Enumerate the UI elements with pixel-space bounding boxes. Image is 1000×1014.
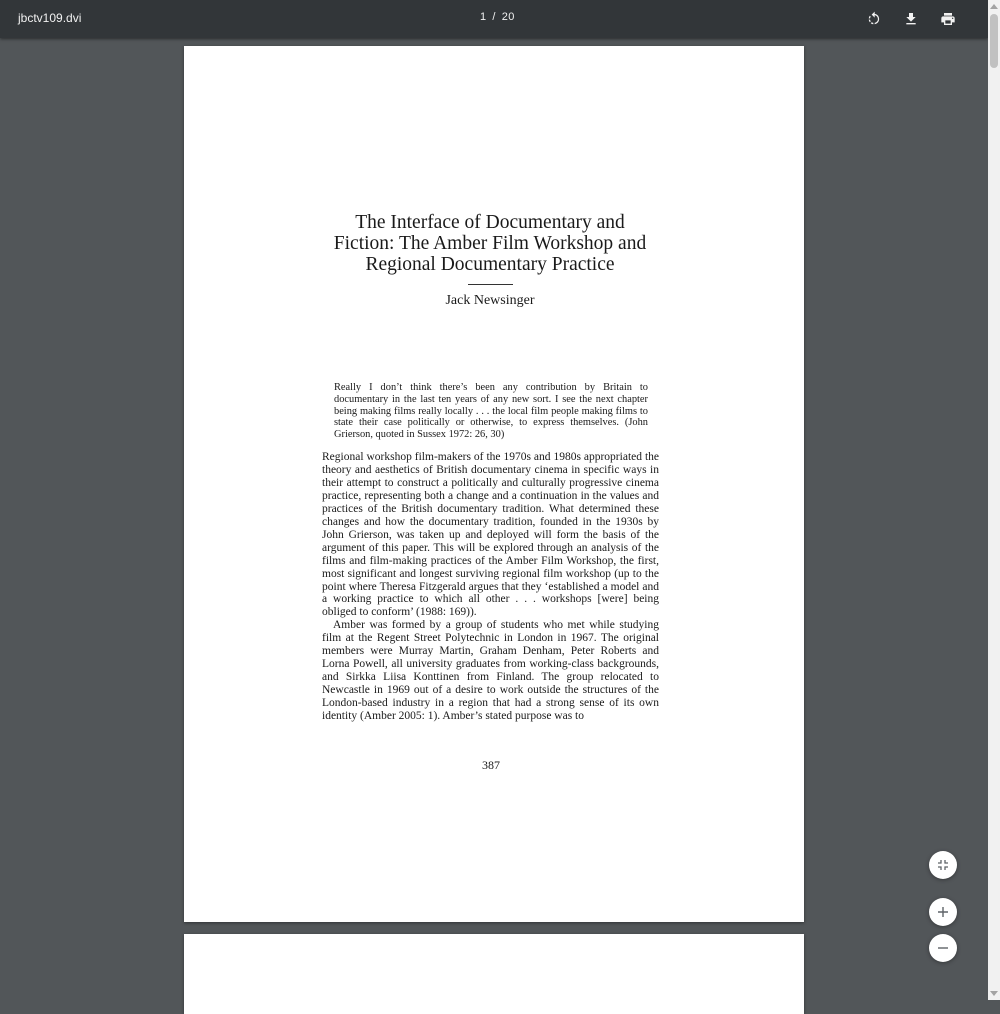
zoom-out-icon bbox=[937, 942, 949, 954]
download-icon bbox=[903, 11, 919, 27]
page-indicator bbox=[480, 11, 515, 23]
fit-to-page-icon bbox=[937, 859, 949, 871]
article-title-line: The Interface of Documentary and bbox=[355, 212, 625, 233]
fit-to-page-button[interactable] bbox=[929, 851, 957, 879]
article-title-line: Fiction: The Amber Film Workshop and bbox=[333, 233, 647, 254]
rotate-button[interactable] bbox=[862, 7, 886, 31]
print-button[interactable] bbox=[936, 7, 960, 31]
article-title bbox=[184, 212, 796, 275]
scrollbar-thumb[interactable] bbox=[990, 14, 998, 68]
current-page-number[interactable]: 1 bbox=[480, 11, 487, 23]
article-body bbox=[322, 451, 659, 723]
download-button[interactable] bbox=[899, 7, 923, 31]
vertical-scrollbar[interactable] bbox=[988, 0, 1000, 1000]
document-page-1 bbox=[184, 46, 804, 922]
total-pages: 20 bbox=[501, 11, 515, 23]
viewer-toolbar bbox=[0, 0, 988, 38]
document-title: jbctv109.dvi bbox=[18, 11, 82, 25]
rotate-icon bbox=[866, 11, 882, 27]
scroll-up-arrow-icon[interactable] bbox=[990, 4, 998, 9]
zoom-out-button[interactable] bbox=[929, 934, 957, 962]
body-paragraph: Amber was formed by a group of students who met while studying film at the Regent Street Polytechnic in London in 1967. The original members were Murray Martin, Graham Denham, Peter Roberts and Lorna Powell, all university graduates from working-class backgrounds, and Sirkka Liisa Konttinen from Finland. The group relocated to Newcastle in 1969 out of a desire to work outside the structures of the London-based industry in a region that had a strong sense of its own identity (Amber 2005: 1). Amber’s stated purpose was to bbox=[322, 619, 659, 723]
scroll-down-arrow-icon[interactable] bbox=[990, 991, 998, 996]
page-number: 387 bbox=[482, 758, 500, 772]
zoom-in-button[interactable] bbox=[929, 898, 957, 926]
epigraph-quote: Really I don’t think there’s been any contribution by Britain to documentary in the last ten years of any new sort. I see the next chapter being making films really locally . . . the local film people making films to state their case politically or otherwise, to express themselves. (John Grierson, quoted in Sussex 1972: 26, 30) bbox=[334, 382, 648, 441]
body-paragraph: Regional workshop film-makers of the 1970s and 1980s appropriated the theory and aesthetics of British documentary cinema in specific ways in their attempt to construct a politically and culturally progressive cinema practice, representing both a change and a continuation in the values and practices of the British documentary tradition. What determined these changes and how the documentary tradition, founded in the 1930s by John Grierson, was taken up and deployed will form the basis of the argument of this paper. This will be explored through an analysis of the films and film-making practices of the Amber Film Workshop, the first, most significant and longest surviving regional film workshop (up to the point where Theresa Fitzgerald argues that they ‘established a model and a working practice to which all other . . . workshops [were] being obliged to conform’ (1988: 169)). bbox=[322, 451, 659, 619]
print-icon bbox=[940, 11, 956, 27]
author-name: Jack Newsinger bbox=[445, 293, 535, 308]
page-separator: / bbox=[492, 11, 496, 23]
zoom-in-icon bbox=[937, 906, 949, 918]
document-page-2 bbox=[184, 934, 804, 1014]
title-divider bbox=[468, 284, 513, 285]
article-title-line: Regional Documentary Practice bbox=[365, 254, 615, 275]
